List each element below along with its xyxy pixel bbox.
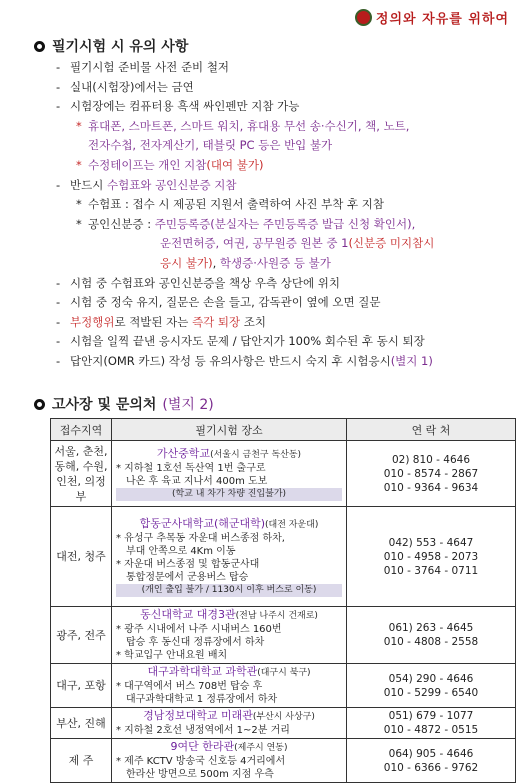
venue-direction: * 지하철 1호선 독산역 1번 출구로 xyxy=(116,462,266,474)
sub-note: 운전면허증, 여권, 공무원증 원본 중 1(신분증 미지참시 xyxy=(160,236,435,251)
venue-direction: 대구과학대학교 1 정류장에서 하차 xyxy=(126,694,278,705)
region-name: 대전, 청주 xyxy=(56,550,106,563)
venue-address: (서울시 금천구 독산동) xyxy=(210,449,302,460)
phone-number: 051) 679 - 1077 xyxy=(388,710,474,722)
venue-notice: (개인 출입 불가 / 1130시 이후 버스로 이동) xyxy=(116,584,342,597)
circle-bullet-icon xyxy=(34,41,45,52)
venue-notice: (학교 내 차가 차량 진입불가) xyxy=(116,488,342,501)
region-name: 제 주 xyxy=(68,754,94,767)
phone-number: 010 - 5299 - 6540 xyxy=(383,686,479,699)
circle-bullet-icon xyxy=(34,399,45,410)
notice-line: - 시험장에는 컴퓨터용 흑색 싸인펜만 지참 가능 xyxy=(56,99,300,114)
venue-cell xyxy=(112,708,347,739)
venue-name xyxy=(116,665,342,680)
venue-name xyxy=(116,447,342,462)
region-cell xyxy=(51,441,112,507)
venue-name xyxy=(116,709,342,724)
venue-direction: 나온 후 육교 지나서 400m 도보 xyxy=(126,475,268,487)
army-emblem-icon xyxy=(355,9,372,26)
venue-cell xyxy=(112,664,347,708)
venue-cell xyxy=(112,441,347,507)
slogan: 정의와 자유를 위하여 xyxy=(375,12,509,27)
venue-title: 9여단 한라관 xyxy=(170,740,235,753)
venue-direction: * 학교입구 안내요원 배치 xyxy=(116,650,228,661)
table-row xyxy=(51,441,516,507)
phone-number: 010 - 8574 - 2867 xyxy=(383,467,479,480)
section1-heading xyxy=(34,36,188,56)
contact-cell xyxy=(347,441,516,507)
venue-address: (대구시 북구) xyxy=(257,668,311,678)
venue-direction: * 대구역에서 버스 708번 탑승 후 xyxy=(116,681,263,692)
table-header-row xyxy=(51,419,516,441)
phone-number: 010 - 3764 - 0711 xyxy=(383,564,479,577)
region-cell xyxy=(51,664,112,708)
section2-note: (별지 2) xyxy=(162,397,214,413)
phone-number: 010 - 4958 - 2073 xyxy=(383,550,479,563)
contact-cell xyxy=(347,607,516,664)
notice-line: - 부정행위로 적발된 자는 즉각 퇴장 조치 xyxy=(56,314,267,329)
sub-note: 응시 불가), 학생증·사원증 등 불가 xyxy=(160,255,331,270)
contact-cell xyxy=(347,664,516,708)
venue-name xyxy=(116,517,342,532)
notice-line: - 반드시 수험표와 공인신분증 지참 xyxy=(56,177,237,192)
notice-line: - 실내(시험장)에서는 금연 xyxy=(56,79,194,94)
venue-address: (대전 자운대) xyxy=(265,519,319,530)
notice-line: - 시험을 일찍 끝낸 응시자도 문제 / 답안지가 100% 회수된 후 동시 퇴장 xyxy=(56,334,425,349)
header-venue: 필기시험 장소 xyxy=(112,419,347,441)
venue-name xyxy=(116,740,342,755)
venue-address: (전남 나주시 건재로) xyxy=(235,611,318,621)
sub-note: 전자수첩, 전자계산기, 태블릿 PC 등은 반입 불가 xyxy=(88,138,333,153)
exam-sites-table xyxy=(50,418,516,783)
phone-number: 010 - 4872 - 0515 xyxy=(383,724,479,736)
venue-title: 대구과학대학교 과학관 xyxy=(147,665,258,678)
table-row xyxy=(51,607,516,664)
venue-direction: * 광주 시내에서 나주 시내버스 160번 xyxy=(116,624,282,635)
contact-cell xyxy=(347,708,516,739)
phone-number: 064) 905 - 4646 xyxy=(388,747,474,760)
region-name: 인천, 의정부 xyxy=(56,474,106,503)
phone-number: 042) 553 - 4647 xyxy=(388,536,474,549)
section1-title: 필기시험 시 유의 사항 xyxy=(52,39,189,55)
venue-name xyxy=(116,608,342,623)
header-region: 접수지역 xyxy=(51,419,112,441)
region-name: 대구, 포항 xyxy=(56,679,106,692)
venue-direction: * 제주 KCTV 방송국 신호등 4거리에서 xyxy=(116,756,286,767)
sub-note: * 수험표 : 접수 시 제공된 지원서 출력하여 사진 부착 후 지참 xyxy=(76,197,384,212)
notice-line: - 시험 중 정숙 유지, 질문은 손을 들고, 감독관이 옆에 오면 질문 xyxy=(56,295,381,310)
region-cell xyxy=(51,607,112,664)
section2-heading xyxy=(34,394,214,414)
venue-address: (제주시 연동) xyxy=(234,743,288,753)
venue-title: 합동군사대학교(해군대학) xyxy=(139,516,266,530)
phone-number: 061) 263 - 4645 xyxy=(388,622,474,634)
region-cell xyxy=(51,507,112,607)
table-row xyxy=(51,507,516,607)
venue-direction: 탑승 후 동신대 정류장에서 하차 xyxy=(126,637,265,648)
venue-title: 동신대학교 대경3관 xyxy=(140,608,236,621)
region-cell xyxy=(51,708,112,739)
venue-direction: 부대 안쪽으로 4Km 이동 xyxy=(126,545,236,557)
region-name: 동해, 수원, xyxy=(54,459,108,473)
venue-cell xyxy=(112,739,347,783)
brand-header xyxy=(355,8,509,27)
venue-cell xyxy=(112,607,347,664)
venue-title: 경남정보대학교 미래관 xyxy=(143,709,253,722)
venue-direction: * 자운대 버스종점 및 합동군사대 xyxy=(116,558,260,570)
notice-line: - 필기시험 준비물 사전 준비 철저 xyxy=(56,60,230,74)
phone-number: 010 - 6366 - 9762 xyxy=(383,761,479,774)
contact-cell xyxy=(347,739,516,783)
notice-list xyxy=(56,58,516,372)
phone-number: 010 - 4808 - 2558 xyxy=(383,636,479,648)
venue-cell xyxy=(112,507,347,607)
phone-number: 010 - 9364 - 9634 xyxy=(383,481,479,494)
table-row xyxy=(51,664,516,708)
sub-note: * 휴대폰, 스마트폰, 스마트 워치, 휴대용 무선 송·수신기, 책, 노트, xyxy=(76,118,410,133)
venue-direction: * 유성구 추목동 자운대 버스종점 하차, xyxy=(116,532,285,544)
region-name: 서울, 춘천, xyxy=(54,444,108,458)
venue-address: (부산시 사상구) xyxy=(252,712,315,722)
table-row xyxy=(51,739,516,783)
contact-cell xyxy=(347,507,516,607)
venue-direction: * 지하철 2호선 냉정역에서 1~2분 거리 xyxy=(116,725,290,736)
section2-title: 고사장 및 문의처 xyxy=(52,397,157,413)
venue-title: 가산중학교 xyxy=(156,446,211,460)
region-name: 부산, 진해 xyxy=(56,716,106,730)
notice-line: - 시험 중 수험표와 공인신분증을 책상 우측 상단에 위치 xyxy=(56,275,340,290)
region-cell xyxy=(51,739,112,783)
notice-line: - 답안지(OMR 카드) 작성 등 유의사항은 반드시 숙지 후 시험응시(별지 1) xyxy=(56,353,433,368)
phone-number: 054) 290 - 4646 xyxy=(388,672,474,685)
region-name: 광주, 전주 xyxy=(56,628,106,642)
venue-direction: 한라산 방면으로 500m 지점 우측 xyxy=(126,769,274,780)
sub-note: * 수정테이프는 개인 지참(대여 불가) xyxy=(76,157,264,172)
table-row xyxy=(51,708,516,739)
header-contact: 연 락 처 xyxy=(347,419,516,441)
sub-note: * 공인신분증 : 주민등록증(분실자는 주민등록증 발급 신청 확인서), xyxy=(76,216,416,231)
phone-number: 02) 810 - 4646 xyxy=(391,453,471,466)
venue-direction: 통합정문에서 군용버스 탑승 xyxy=(126,571,249,583)
